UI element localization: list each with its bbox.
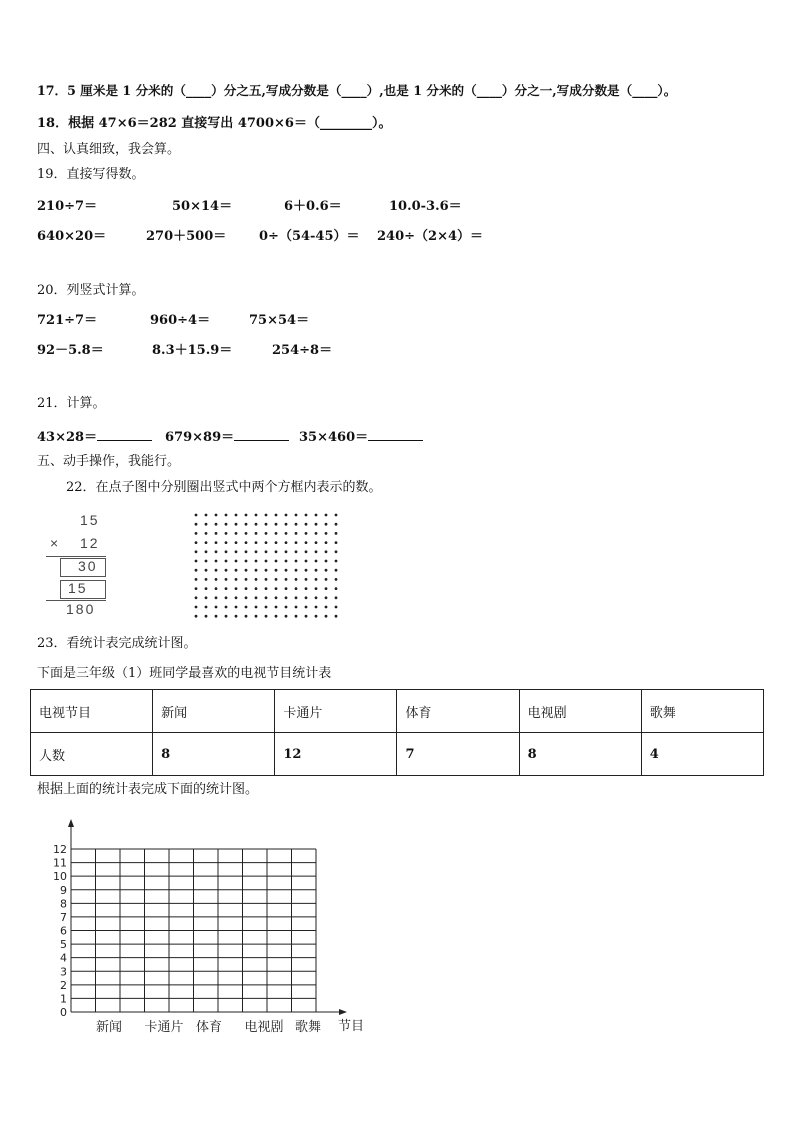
grid-dot (225, 541, 228, 544)
grid-dot (295, 550, 298, 553)
y-tick-label: 9 (60, 883, 67, 897)
grid-dot (315, 587, 318, 590)
grid-dot (325, 606, 328, 609)
q19-item: 640×20＝ (37, 229, 107, 244)
y-tick-label: 3 (60, 965, 67, 979)
grid-dot (315, 560, 318, 563)
grid-dot (225, 532, 228, 535)
grid-dot (295, 578, 298, 581)
grid-dot (265, 532, 268, 535)
grid-dot (335, 532, 338, 535)
grid-dot (295, 569, 298, 572)
grid-dot (285, 514, 288, 517)
grid-dot (335, 596, 338, 599)
y-tick-label: 12 (53, 843, 67, 856)
table-row (31, 733, 764, 776)
multiply-sign: × (50, 535, 61, 551)
grid-dot (295, 532, 298, 535)
grid-dot (275, 606, 278, 609)
grid-dot (225, 550, 228, 553)
grid-dot (215, 587, 218, 590)
grid-dot (235, 606, 238, 609)
grid-dot (275, 587, 278, 590)
grid-dot (285, 560, 288, 563)
grid-dot (245, 569, 248, 572)
grid-dot (195, 569, 198, 572)
table-cell: 8 (519, 733, 641, 776)
grid-dot (225, 606, 228, 609)
grid-dot (235, 596, 238, 599)
y-axis-arrow (68, 819, 74, 827)
grid-dot (255, 606, 258, 609)
x-axis-arrow (339, 1009, 347, 1015)
grid-dot (335, 569, 338, 572)
grid-dot (335, 615, 338, 618)
grid-dot (325, 587, 328, 590)
grid-dot (215, 569, 218, 572)
grid-dot (205, 596, 208, 599)
grid-dot (305, 596, 308, 599)
grid-dot (225, 560, 228, 563)
question-21-title: 21．计算。 (37, 396, 106, 411)
grid-dot (265, 606, 268, 609)
grid-dot (265, 596, 268, 599)
section-4-heading: 四、认真细致，我会算。 (37, 142, 181, 157)
q20-item: 92－5.8＝ (37, 343, 104, 358)
q19-item: 240÷（2×4）＝ (377, 229, 484, 244)
grid-dot (255, 523, 258, 526)
q19-item: 50×14＝ (172, 199, 233, 214)
grid-dot (295, 606, 298, 609)
q21-item: 679×89＝ (165, 427, 289, 446)
x-category-label: 新闻 (95, 1020, 123, 1035)
grid-dot (315, 550, 318, 553)
product-result: 180 (66, 601, 96, 617)
grid-dot (275, 514, 278, 517)
grid-dot (285, 523, 288, 526)
x-category-label: 歌舞 (294, 1020, 322, 1035)
grid-dot (195, 606, 198, 609)
grid-dot (285, 578, 288, 581)
y-tick-label: 1 (60, 992, 67, 1006)
grid-dot (315, 615, 318, 618)
grid-dot (285, 615, 288, 618)
grid-dot (205, 587, 208, 590)
grid-dot (215, 615, 218, 618)
grid-dot (255, 587, 258, 590)
grid-dot (335, 523, 338, 526)
grid-dot (275, 596, 278, 599)
grid-dot (205, 606, 208, 609)
grid-dot (205, 523, 208, 526)
y-tick-label: 7 (60, 910, 67, 924)
y-tick-label: 6 (60, 924, 67, 938)
grid-dot (195, 514, 198, 517)
grid-dot (195, 550, 198, 553)
grid-dot (245, 514, 248, 517)
grid-dot (315, 532, 318, 535)
grid-dot (225, 587, 228, 590)
grid-dot (295, 541, 298, 544)
grid-dot (205, 569, 208, 572)
grid-dot (255, 514, 258, 517)
grid-dot (255, 596, 258, 599)
grid-dot (195, 578, 198, 581)
q20-item: 960÷4＝ (150, 313, 211, 328)
table-cell: 体育 (397, 690, 519, 733)
grid-dot (205, 541, 208, 544)
table-cell: 电视剧 (519, 690, 641, 733)
table-cell: 4 (641, 733, 763, 776)
x-category-label: 体育 (195, 1020, 223, 1035)
grid-dot (235, 615, 238, 618)
grid-dot (245, 560, 248, 563)
grid-dot (315, 596, 318, 599)
grid-dot (215, 578, 218, 581)
grid-dot (275, 615, 278, 618)
x-category-label: 电视剧 (244, 1020, 284, 1035)
chart-instruction: 根据上面的统计表完成下面的统计图。 (37, 782, 259, 797)
grid-dot (275, 560, 278, 563)
grid-dot (235, 587, 238, 590)
question-23-title: 23．看统计表完成统计图。 (37, 636, 197, 651)
grid-dot (325, 523, 328, 526)
q21-item: 43×28＝ (37, 427, 152, 446)
bar-chart-grid (40, 815, 380, 1045)
grid-dot (235, 560, 238, 563)
multiplier: 12 (80, 535, 100, 551)
grid-dot (335, 606, 338, 609)
q20-item: 8.3＋15.9＝ (152, 343, 233, 358)
grid-dot (225, 569, 228, 572)
grid-dot (335, 550, 338, 553)
partial-product-1: 30 (78, 558, 98, 574)
stats-table (30, 689, 764, 776)
grid-dot (195, 596, 198, 599)
grid-dot (305, 550, 308, 553)
grid-dot (215, 560, 218, 563)
grid-dot (245, 587, 248, 590)
grid-dot (245, 532, 248, 535)
grid-dot (305, 541, 308, 544)
grid-dot (325, 578, 328, 581)
table-cell: 12 (275, 733, 397, 776)
grid-dot (205, 550, 208, 553)
grid-dot (265, 587, 268, 590)
grid-dot (225, 596, 228, 599)
grid-dot (205, 514, 208, 517)
grid-dot (265, 578, 268, 581)
grid-dot (335, 514, 338, 517)
grid-dot (325, 541, 328, 544)
grid-dot (275, 578, 278, 581)
grid-dot (245, 578, 248, 581)
grid-dot (225, 615, 228, 618)
table-cell: 人数 (31, 733, 153, 776)
grid-dot (195, 587, 198, 590)
grid-dot (195, 560, 198, 563)
q19-item: 0÷（54-45）＝ (259, 229, 360, 244)
grid-dot (225, 578, 228, 581)
table-cell: 歌舞 (641, 690, 763, 733)
grid-dot (305, 615, 308, 618)
x-category-label: 卡通片 (144, 1020, 184, 1035)
grid-dot (205, 560, 208, 563)
y-tick-label: 5 (60, 938, 67, 952)
grid-dot (235, 532, 238, 535)
grid-dot (305, 578, 308, 581)
grid-dot (195, 532, 198, 535)
grid-dot (215, 596, 218, 599)
grid-dot (255, 560, 258, 563)
grid-dot (245, 523, 248, 526)
grid-dot (195, 615, 198, 618)
table-cell: 卡通片 (275, 690, 397, 733)
table-cell: 电视节目 (31, 690, 153, 733)
grid-dot (285, 569, 288, 572)
table-caption: 下面是三年级（1）班同学最喜欢的电视节目统计表 (37, 666, 332, 681)
y-tick-label: 4 (60, 951, 67, 965)
grid-dot (235, 578, 238, 581)
grid-dot (275, 523, 278, 526)
grid-dot (245, 596, 248, 599)
grid-dot (335, 541, 338, 544)
grid-dot (205, 578, 208, 581)
q20-item: 721÷7＝ (37, 313, 98, 328)
grid-dot (235, 514, 238, 517)
grid-dot (225, 514, 228, 517)
grid-dot (315, 578, 318, 581)
grid-dot (255, 532, 258, 535)
grid-dot (335, 560, 338, 563)
grid-dot (295, 514, 298, 517)
partial-product-2: 15 (68, 580, 88, 596)
question-19-title: 19．直接写得数。 (37, 167, 145, 182)
grid-dot (215, 514, 218, 517)
grid-dot (275, 541, 278, 544)
grid-dot (255, 541, 258, 544)
grid-dot (325, 514, 328, 517)
grid-dot (315, 569, 318, 572)
grid-dot (215, 541, 218, 544)
grid-dot (305, 569, 308, 572)
grid-dot (245, 606, 248, 609)
y-tick-label: 8 (60, 897, 67, 911)
q19-item: 270＋500＝ (146, 229, 227, 244)
question-22-title: 22．在点子图中分别圈出竖式中两个方框内表示的数。 (66, 480, 382, 495)
grid-dot (305, 606, 308, 609)
grid-dot (215, 523, 218, 526)
grid-dot (315, 606, 318, 609)
q20-item: 254÷8＝ (272, 343, 333, 358)
grid-dot (235, 569, 238, 572)
grid-dot (295, 615, 298, 618)
grid-dot (295, 560, 298, 563)
section-5-heading: 五、动手操作，我能行。 (37, 454, 181, 469)
grid-dot (195, 523, 198, 526)
vertical-multiplication (44, 509, 114, 619)
grid-dot (245, 541, 248, 544)
grid-dot (335, 578, 338, 581)
grid-dot (285, 532, 288, 535)
grid-dot (205, 615, 208, 618)
grid-dot (205, 532, 208, 535)
question-20-title: 20．列竖式计算。 (37, 283, 145, 298)
grid-dot (255, 615, 258, 618)
grid-dot (295, 596, 298, 599)
grid-dot (255, 550, 258, 553)
grid-dot (285, 541, 288, 544)
grid-dot (215, 606, 218, 609)
grid-dot (215, 550, 218, 553)
grid-dot (325, 550, 328, 553)
y-tick-label: 10 (53, 870, 67, 884)
grid-dot (235, 523, 238, 526)
grid-dot (315, 514, 318, 517)
table-cell: 新闻 (153, 690, 275, 733)
grid-dot (245, 550, 248, 553)
y-tick-label: 11 (53, 856, 67, 870)
table-row (31, 690, 764, 733)
grid-dot (305, 523, 308, 526)
grid-dot (245, 615, 248, 618)
grid-dot (265, 560, 268, 563)
grid-dot (275, 550, 278, 553)
grid-dot (235, 541, 238, 544)
grid-dot (325, 560, 328, 563)
grid-dot (265, 514, 268, 517)
table-cell: 7 (397, 733, 519, 776)
q19-item: 10.0-3.6＝ (389, 199, 462, 214)
grid-dot (265, 569, 268, 572)
grid-dot (215, 532, 218, 535)
grid-dot (325, 532, 328, 535)
dot-grid (190, 510, 342, 622)
q21-item: 35×460＝ (299, 427, 423, 446)
q20-item: 75×54＝ (249, 313, 310, 328)
grid-dot (295, 587, 298, 590)
grid-dot (255, 578, 258, 581)
grid-dot (265, 523, 268, 526)
multiplicand: 15 (80, 512, 100, 528)
x-axis-label: 节目 (337, 1019, 365, 1034)
grid-dot (325, 596, 328, 599)
grid-dot (265, 615, 268, 618)
grid-dot (335, 587, 338, 590)
y-tick-label: 2 (60, 978, 67, 992)
q19-item: 210÷7＝ (37, 199, 98, 214)
grid-dot (315, 523, 318, 526)
grid-dot (235, 550, 238, 553)
question-18: 18．根据 47×6＝282 直接写出 4700×6＝（________）。 (37, 116, 392, 131)
grid-dot (325, 569, 328, 572)
q19-item: 6＋0.6＝ (284, 199, 342, 214)
grid-dot (285, 550, 288, 553)
grid-dot (285, 606, 288, 609)
grid-dot (325, 615, 328, 618)
grid-dot (315, 541, 318, 544)
y-tick-label: 0 (60, 1006, 67, 1019)
grid-dot (305, 587, 308, 590)
grid-dot (265, 550, 268, 553)
table-cell: 8 (153, 733, 275, 776)
grid-dot (305, 514, 308, 517)
question-17: 17．5 厘米是 1 分米的（____）分之五,写成分数是（____）,也是 1 分米的（____）分之一,写成分数是（____）。 (37, 83, 677, 98)
grid-dot (275, 532, 278, 535)
grid-dot (265, 541, 268, 544)
grid-dot (225, 523, 228, 526)
grid-dot (305, 532, 308, 535)
grid-dot (285, 596, 288, 599)
grid-dot (275, 569, 278, 572)
grid-dot (305, 560, 308, 563)
grid-dot (255, 569, 258, 572)
grid-dot (285, 587, 288, 590)
grid-dot (195, 541, 198, 544)
vertical-rule (46, 556, 106, 557)
grid-dot (295, 523, 298, 526)
